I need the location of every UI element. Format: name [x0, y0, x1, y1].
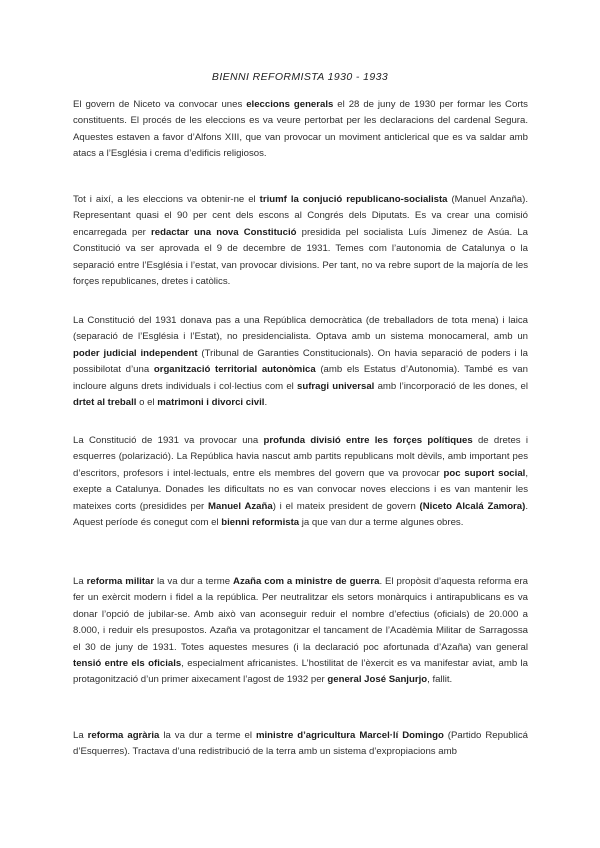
bold-term: bienni reformista [221, 517, 300, 529]
bold-term: matrimoni i divorci civil [157, 397, 265, 409]
text-run: ) i el mateix president de govern [272, 500, 420, 512]
text-run: (Partido Republicá d’Esquerres). Tractava d’una redistribució de la terra amb un sistema d’expropiacions amb [73, 730, 529, 758]
bold-term: poc suport social [443, 467, 526, 479]
text-run: (Manuel Anzaña). Representant quasi el 90 per cent dels escons al Congrés dels Diputats. Es va crear una comisió encarregada per [73, 194, 528, 238]
text-run: . Aquest període és conegut com el [73, 500, 528, 529]
text-run: la va dur a terme [154, 576, 234, 587]
paragraph-constitution-1931 [73, 313, 528, 411]
text-run: amb l’incorporació de les dones, el [374, 380, 528, 392]
text-run: Tot i així, a les eleccions va obtenir-ne el [73, 194, 260, 205]
bold-term: Azaña com a ministre de guerra [233, 576, 380, 587]
text-run: , fallit. [427, 674, 453, 686]
bold-term: eleccions generals [246, 99, 334, 110]
text-run: ja que van dur a terme algunes obres. [299, 517, 464, 529]
bold-term: poder judicial independent [73, 347, 198, 359]
text-run: la va dur a terme el [159, 730, 256, 741]
bold-term: reforma agrària [87, 730, 160, 741]
text-run: La Constitució del 1931 donava pas a una República democràtica (de treballadors de tota mena) i laica (separació de l’Església i l’Estat), no presidencialista. Optava amb un sistema monocameral, amb un [73, 315, 528, 343]
text-run: , especialment africanistes. L’hostilitat de l’èxercit es va manifestar aviat, amb la protagonització d’un primer aixecament l’agost de 1932 per [73, 658, 528, 686]
text-run: o el [136, 397, 158, 409]
bold-term: drtet al treball [73, 397, 137, 409]
text-run: . El propòsit d’aquesta reforma era fer un exèrcit modern i fidel a la república. Per neutralitzar els setors monàrquics i antirapublicans es va donar l’opció de jubilar-se. Amb això van aconseguir reduir el nombre d’efectius (oficials) de 20.000 a 8.000, i reduir els presupostos. Azaña va protagonitzar el tancament de l’Acadèmia Militar de Sarragossa el 30 de juny de 1931. Totes aquestes mesures (i la declaració poc afortunada d’Azaña) van general [73, 576, 528, 653]
text-run: (amb els Estatus d’Autonomia). També es van incloure alguns drets individuals i col·lectius com el [73, 364, 528, 392]
bold-term: triumf la conjució republicano-socialista [259, 194, 448, 205]
text-run: presidida pel socialista Luís Jimenez de Asúa. La Constitució va ser aprovada el 9 de decembre de 1931. Temes com l’autonomia de Catalunya o la separació entre l’Església i l’estat, van provocar divisions. Per tant, no va rebre suport de la majoría de les forçes republicanes, dretes i catòlics. [73, 226, 528, 288]
bold-term: general José Sanjurjo [327, 674, 428, 686]
bold-term: sufragi universal [297, 380, 375, 392]
text-run: La [73, 730, 88, 741]
text-run: , exepte a Catalunya. Donades les dificultats no es van convocar noves eleccions i es van mantenir les mateixes corts (presidides per [73, 467, 528, 512]
bold-term: Manuel Azaña [208, 500, 273, 512]
bold-term: (Niceto Alcalá Zamora) [419, 500, 526, 512]
paragraph-military-reform [73, 574, 528, 689]
text-run: El govern de Niceto va convocar unes [73, 99, 247, 110]
bold-term: profunda divisió entre les forçes polítiques [263, 435, 473, 446]
bold-term: tensió entre els oficials [73, 658, 182, 670]
paragraph-constitution-drafting [73, 192, 528, 290]
bold-term: ministre d’agricultura Marcel·lí Domingo [255, 730, 444, 741]
bold-term: redactar una nova Constitució [151, 226, 297, 238]
text-run: La Constitució de 1931 va provocar una [73, 435, 264, 446]
bold-term: reforma militar [86, 576, 155, 587]
bold-term: organització territorial autonòmica [153, 364, 316, 376]
paragraph-agrarian-reform [73, 728, 528, 761]
text-run: el 28 de juny de 1930 per formar les Corts constituents. El procés de les eleccions es va veure pertorbat per les declaracions del cardenal Segura. Aquestes estaven a favor d’Alfons XIII, que van provocar un moviment anticlerical que es va saldar amb atacs a l’Església i crema d’edificis religiosos. [73, 99, 528, 160]
text-run: de dretes i esquerres (polarizació). La República havia nascut amb partits republicans molt dèvils, amb important pes d’escritors, profesors i intel·lectuals, entre els membres del govern que va provocar [73, 435, 528, 479]
text-run: La [73, 576, 87, 587]
document-title: BIENNI REFORMISTA 1930 - 1933 [211, 71, 389, 83]
paragraph-elections [73, 97, 528, 163]
text-run: (Tribunal de Garanties Constitucionals). On havia separació de poders i la possibilotat d’una [73, 347, 528, 376]
paragraph-political-division [73, 433, 528, 531]
text-run: . [264, 397, 268, 409]
